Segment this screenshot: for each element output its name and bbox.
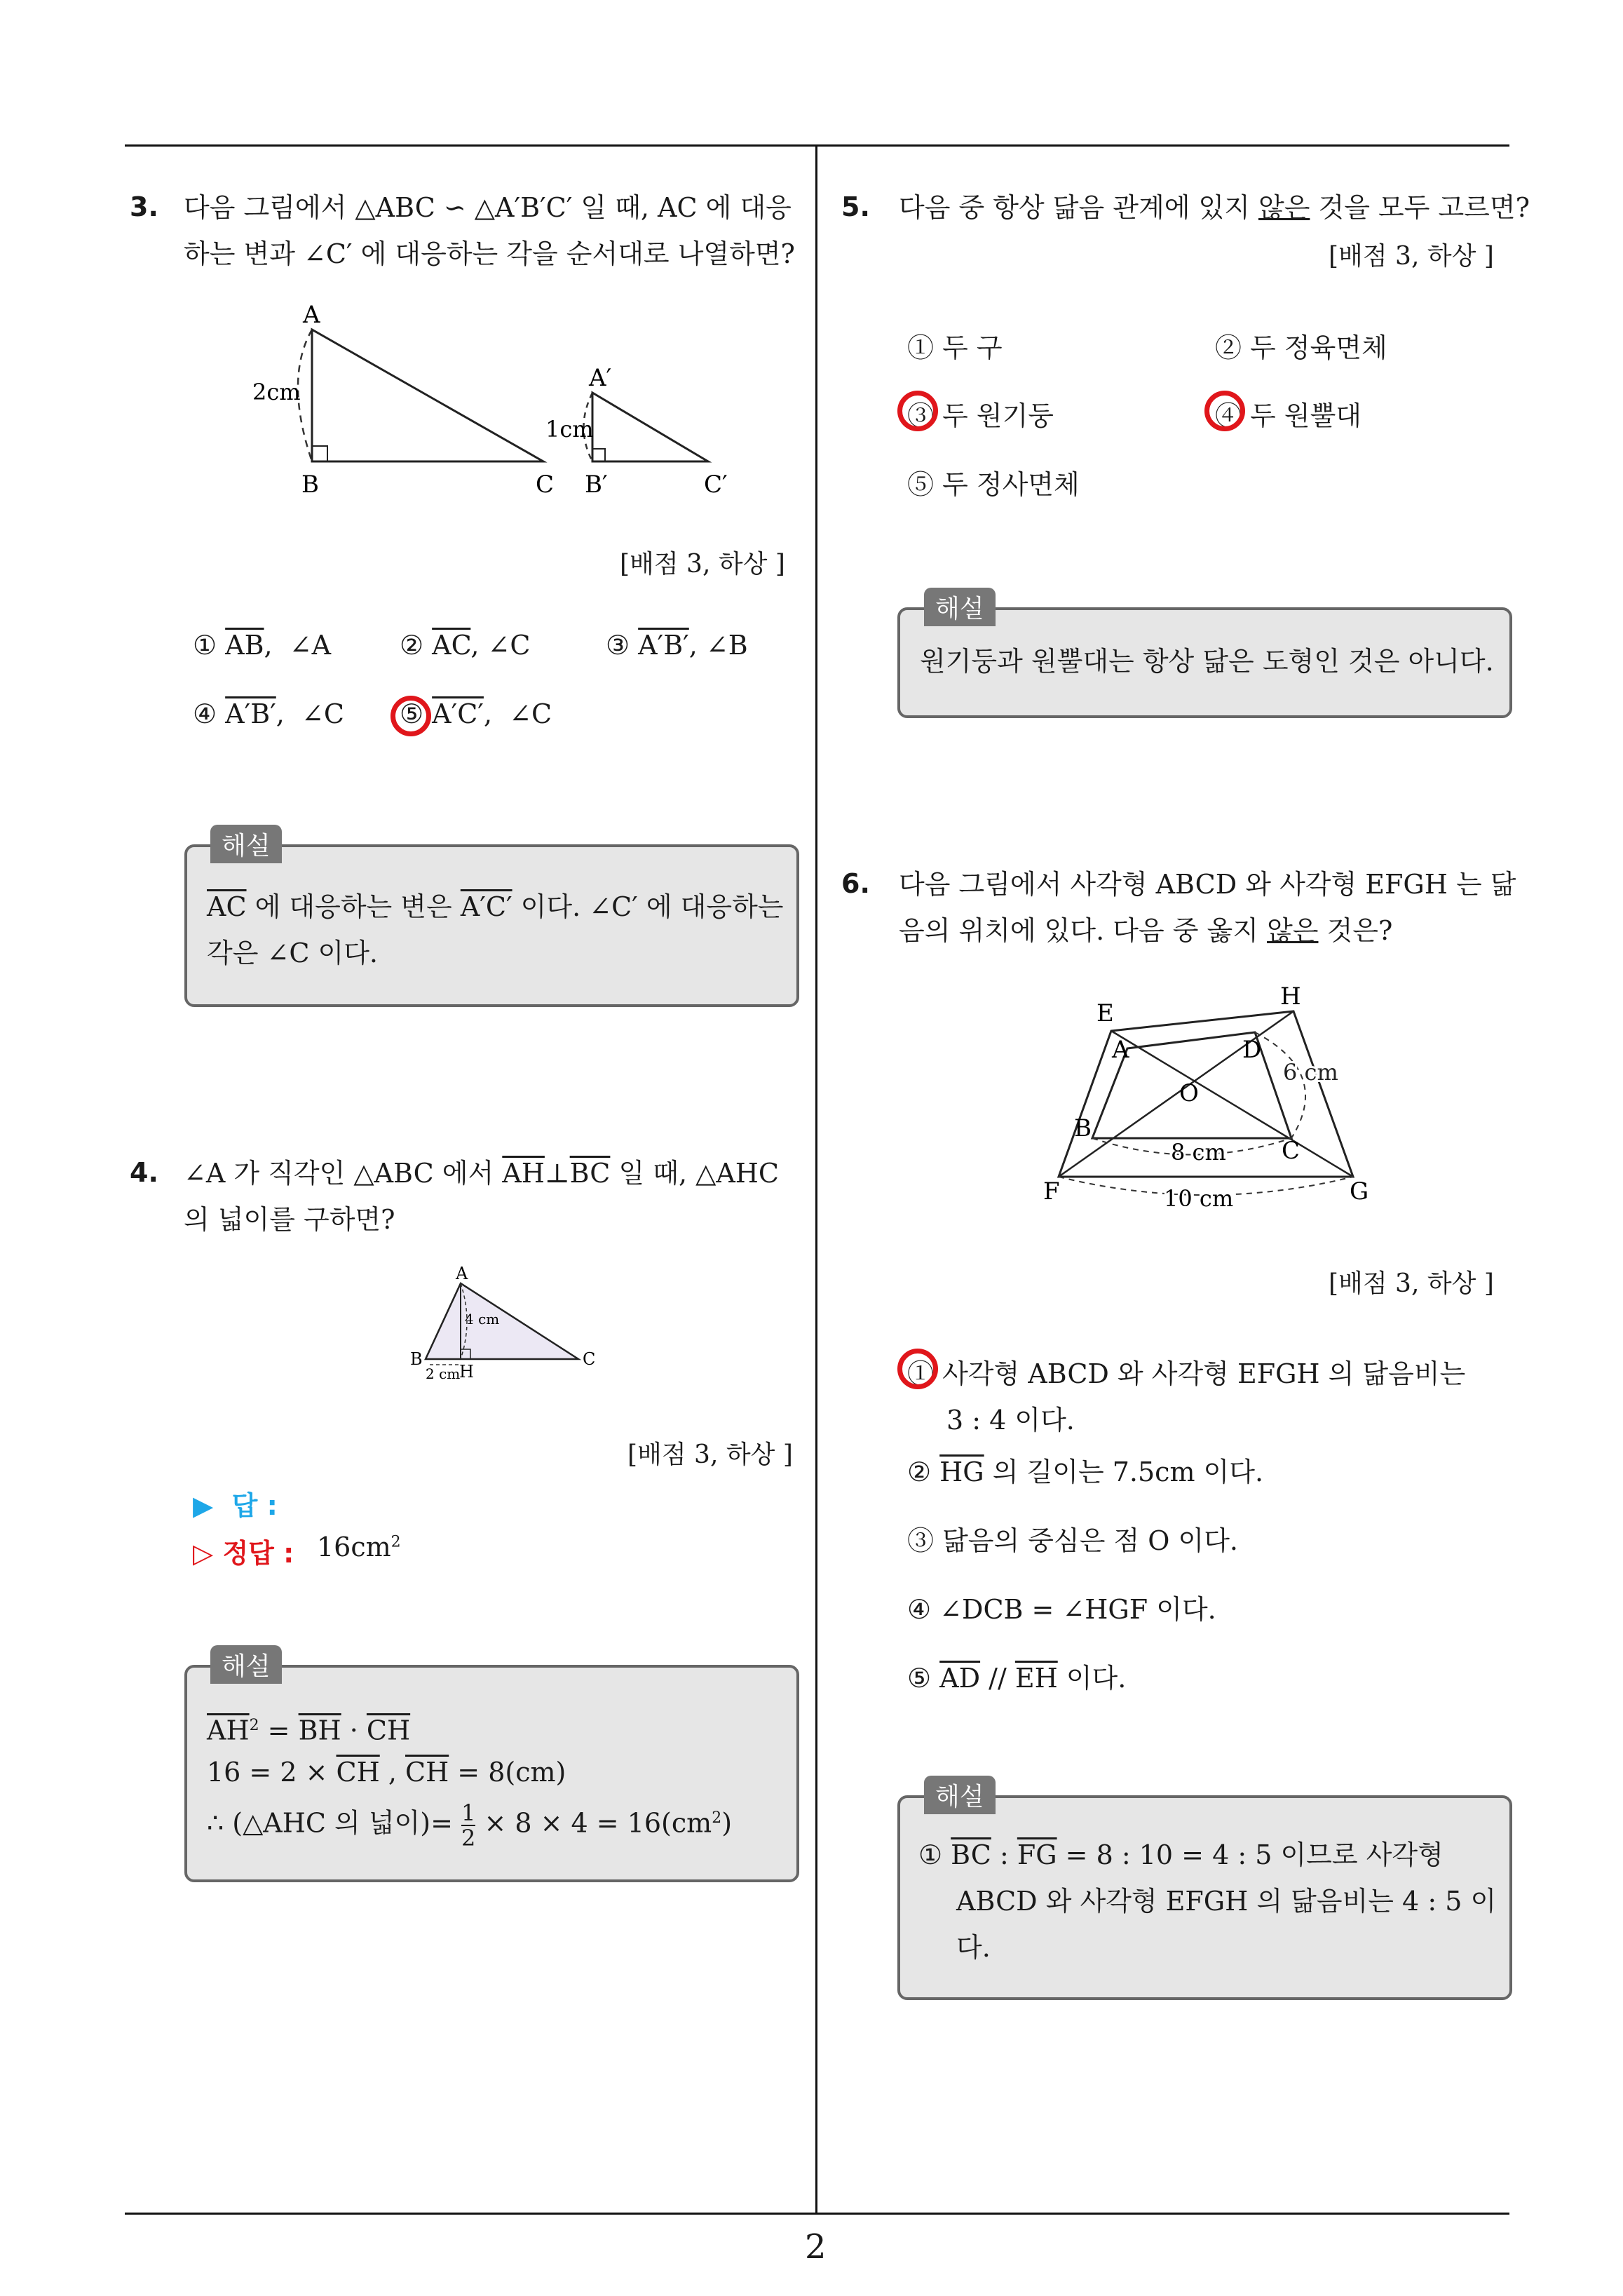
fig6-label-D: D (1242, 1036, 1262, 1064)
q4-explanation-tag: 해설 (210, 1645, 282, 1684)
question-3-figure (245, 295, 750, 512)
q3-choice-5[interactable]: ⑤ A′C′, ∠C (400, 698, 552, 729)
fig-label-A: A (303, 301, 320, 329)
q5-choice-2[interactable]: ② 두 정육면체 (1215, 332, 1387, 363)
q6-explanation-line1: ① $\overline{BC}$ : $\overline{FG} = 8$ : 10 = 4 : 5 이므로 사각형 (918, 1839, 1444, 1870)
question-3-score: [배점 3, 하상 ] (620, 550, 785, 579)
q6-choice-3[interactable]: ③ 닮음의 중심은 점 O 이다. (907, 1525, 1239, 1556)
fig6-label-10cm: 10 cm (1164, 1185, 1234, 1212)
q5-choice-1[interactable]: ① 두 구 (907, 332, 1003, 363)
q3-choice-3[interactable]: ③ A′B′, ∠B (606, 630, 748, 661)
q5-choice-4[interactable]: ④ 두 원뿔대 (1215, 400, 1361, 431)
fig4-label-B: B (410, 1349, 423, 1369)
question-3-line1: 다음 그림에서 △ABC ∽ △A′B′C′ 일 때, AC 에 대응 (184, 192, 792, 223)
fig6-label-F: F (1043, 1177, 1060, 1206)
q6-explanation-tag: 해설 (924, 1776, 996, 1814)
q3-explanation-line1: $\overline{AC}$ 에 대응하는 변은 A′C′ 이다. ∠C′ 에 대응하는 (207, 891, 784, 922)
question-4-score: [배점 3, 하상 ] (627, 1440, 793, 1469)
question-6-figure (1038, 975, 1388, 1220)
q4-explanation-line3: ∴ (△AHC 의 넓이)= $\frac{1}{2}$ × $8 \times 4 = 16(cm^2)$ (207, 1799, 733, 1852)
question-5-line1: 다음 중 항상 닮음 관계에 있지 않은 것을 모두 고르면? (899, 192, 1530, 223)
q3-selected-mark-5 (391, 696, 431, 736)
question-4-line2: 의 넓이를 구하면? (184, 1204, 395, 1235)
q5-choice-5[interactable]: ⑤ 두 정사면체 (907, 469, 1080, 500)
fig6-label-8cm: 8 cm (1171, 1139, 1226, 1166)
fig4-label-C: C (583, 1349, 596, 1369)
q6-choice-1[interactable]: ① 사각형 ABCD 와 사각형 EFGH 의 닮음비는 (907, 1358, 1466, 1389)
q4-correct-label: ▷ 정답 : (193, 1538, 294, 1569)
question-4-figure (389, 1262, 606, 1385)
page-number: 2 (805, 2227, 827, 2267)
fig-label-B-prime: B′ (585, 471, 608, 499)
question-6-line1: 다음 그림에서 사각형 ABCD 와 사각형 EFGH 는 닮 (899, 869, 1516, 900)
fig6-label-O: O (1179, 1079, 1199, 1107)
fig4-label-4cm: 4 cm (465, 1311, 500, 1328)
q5-selected-mark-3 (897, 391, 938, 431)
fig6-label-G: G (1350, 1177, 1369, 1206)
q4-correct-value: $16cm^2$ (317, 1532, 401, 1562)
question-6-line2: 음의 위치에 있다. 다음 중 옳지 않은 것은? (899, 915, 1393, 946)
question-3-number: 3. (130, 191, 158, 222)
fig-label-1cm: 1cm (545, 416, 594, 443)
q5-selected-mark-4 (1204, 391, 1245, 431)
fig6-label-C: C (1282, 1137, 1301, 1165)
fig-label-B: B (301, 471, 319, 499)
q5-explanation-tag: 해설 (924, 588, 996, 626)
question-5-number: 5. (841, 191, 870, 222)
fig6-label-A: A (1112, 1036, 1129, 1064)
q4-explanation-line1: $\overline{AH}^2 = \overline{BH} \cdot \overline{CH}$ (207, 1715, 411, 1746)
fig-label-A-prime: A′ (589, 364, 612, 392)
q6-choice-1-cont: 3 : 4 이다. (946, 1405, 1075, 1436)
bottom-rule (125, 2213, 1509, 2215)
question-6-score: [배점 3, 하상 ] (1329, 1269, 1494, 1298)
fig6-label-B: B (1074, 1114, 1092, 1142)
question-3-line2: 하는 변과 ∠C′ 에 대응하는 각을 순서대로 나열하면? (184, 238, 795, 269)
fig-label-C: C (536, 471, 555, 499)
q6-choice-2[interactable]: ② $\overline{HG}$ 의 길이는 7.5cm 이다. (907, 1457, 1264, 1487)
question-5-score: [배점 3, 하상 ] (1329, 242, 1494, 271)
q6-explanation-line2: ABCD 와 사각형 EFGH 의 닮음비는 4 : 5 이 (956, 1886, 1497, 1917)
q5-choice-3[interactable]: ③ 두 원기둥 (907, 400, 1054, 431)
q4-answer-label: ▶ 답 : (193, 1490, 278, 1521)
fig4-label-A: A (456, 1264, 468, 1283)
q6-selected-mark-1 (897, 1349, 938, 1389)
fig6-label-H: H (1280, 982, 1301, 1011)
fig6-label-6cm: 6 cm (1283, 1059, 1338, 1086)
q3-choice-1[interactable]: ① $\overline{AB}$, ∠A (193, 630, 332, 661)
fig4-label-H: H (459, 1362, 474, 1382)
q5-explanation-line1: 원기둥과 원뿔대는 항상 닮은 도형인 것은 아니다. (920, 646, 1494, 677)
q3-choice-4[interactable]: ④ A′B′, ∠C (193, 698, 344, 729)
question-6-number: 6. (841, 868, 870, 899)
fig6-label-E: E (1096, 999, 1114, 1027)
q6-choice-5[interactable]: ⑤ $\overline{AD} // \overline{EH}$ 이다. (907, 1663, 1127, 1694)
question-4-line1: ∠A 가 직각인 △ABC 에서 $\overline{AH}\perp\overline{BC}$ 일 때, △AHC (184, 1158, 779, 1189)
question-4-number: 4. (130, 1157, 158, 1188)
fig-label-2cm: 2cm (252, 379, 301, 405)
q6-explanation-line3: 다. (956, 1932, 991, 1963)
fig-label-C-prime: C′ (704, 471, 728, 499)
q3-explanation-tag: 해설 (210, 825, 282, 863)
fig4-label-2cm: 2 cm (426, 1365, 461, 1382)
column-divider (815, 144, 817, 2213)
q3-choice-2[interactable]: ② $\overline{AC}$, ∠C (400, 630, 531, 661)
q6-choice-4[interactable]: ④ ∠DCB = ∠HGF 이다. (907, 1594, 1216, 1625)
q3-explanation-line2: 각은 ∠C 이다. (207, 938, 378, 968)
q4-explanation-line2: $16 = 2 \times \overline{CH}$ , $\overline{CH} = 8(cm)$ (207, 1757, 566, 1788)
